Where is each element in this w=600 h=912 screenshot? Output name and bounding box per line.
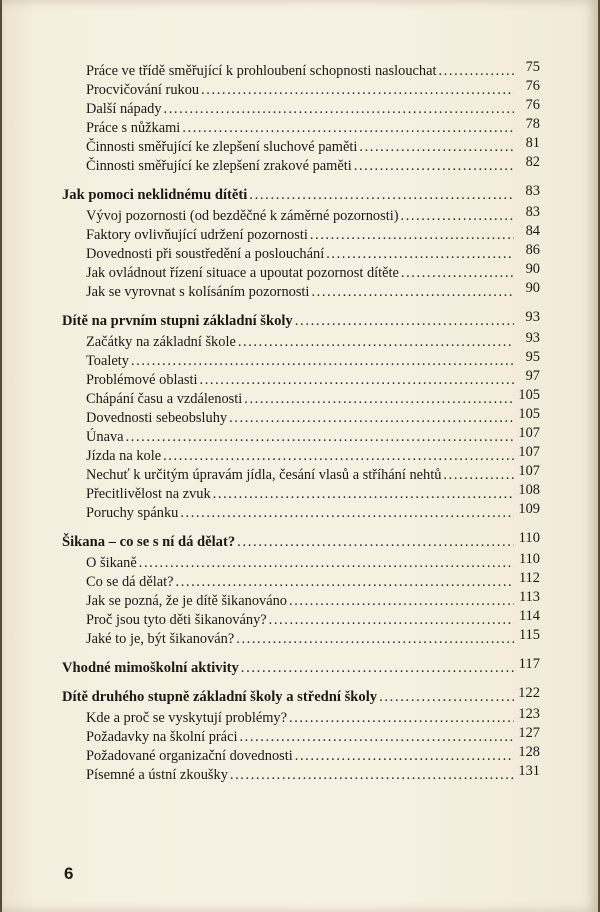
page-ref: 83 bbox=[525, 204, 540, 220]
entry-title: Jak ovládnout řízení situace a upoutat pozornost dítěte bbox=[86, 265, 399, 281]
section-title: Vhodné mimoškolní aktivity bbox=[62, 660, 239, 676]
page-ref: 84 bbox=[525, 223, 540, 239]
toc-entry bbox=[62, 154, 540, 176]
dot-leader bbox=[289, 709, 514, 728]
dot-leader bbox=[401, 264, 514, 283]
section-gap bbox=[62, 523, 540, 533]
section-title: Dítě druhého stupně základní školy a střední školy bbox=[62, 689, 378, 705]
page-ref: 127 bbox=[518, 725, 540, 741]
dot-leader bbox=[379, 688, 514, 707]
entry-title: Dovednosti při soustředění a poslouchání bbox=[86, 246, 325, 262]
entry-title: Únava bbox=[86, 429, 124, 445]
page-ref: 110 bbox=[518, 530, 540, 546]
entry-title: Proč jsou tyto děti šikanovány? bbox=[86, 612, 267, 628]
page-ref: 95 bbox=[525, 349, 540, 365]
page-ref: 83 bbox=[525, 183, 540, 199]
entry-title: Jaké to je, být šikanován? bbox=[86, 631, 235, 647]
entry-title: Problémové oblasti bbox=[86, 372, 198, 388]
page-ref: 123 bbox=[518, 706, 540, 722]
toc-entry bbox=[62, 116, 540, 138]
entry-title: Co se dá dělat? bbox=[86, 574, 174, 590]
page-ref: 93 bbox=[525, 330, 540, 346]
entry-title: Nechuť k určitým úpravám jídla, česání vlasů a stříhání nehtů bbox=[86, 467, 442, 483]
dot-leader bbox=[438, 62, 514, 81]
dot-leader bbox=[163, 447, 514, 466]
toc-section-entry bbox=[62, 685, 540, 707]
toc-entry bbox=[62, 463, 540, 485]
entry-title: Dovednosti sebeobsluhy bbox=[86, 410, 228, 426]
dot-leader bbox=[311, 283, 514, 302]
entry-title: Jak se vyrovnat s kolísáním pozornosti bbox=[86, 284, 310, 300]
dot-leader bbox=[295, 312, 514, 331]
toc-entry bbox=[62, 135, 540, 157]
section-title: Šikana – co se s ní dá dělat? bbox=[62, 534, 236, 550]
toc-entry bbox=[62, 501, 540, 523]
page-ref: 78 bbox=[525, 116, 540, 132]
page-ref: 93 bbox=[525, 309, 540, 325]
toc-entry bbox=[62, 425, 540, 447]
toc-section-entry bbox=[62, 530, 540, 552]
toc-entry bbox=[62, 608, 540, 630]
dot-leader bbox=[229, 409, 514, 428]
dot-leader bbox=[354, 157, 514, 176]
page-number: 6 bbox=[64, 864, 74, 883]
page-ref: 107 bbox=[518, 463, 540, 479]
entry-title: Jízda na kole bbox=[86, 448, 162, 464]
dot-leader bbox=[269, 611, 514, 630]
page-ref: 109 bbox=[518, 501, 540, 517]
toc-entry bbox=[62, 763, 540, 785]
toc-entry bbox=[62, 627, 540, 649]
toc-entry bbox=[62, 330, 540, 352]
entry-title: Přecitlivělost na zvuk bbox=[86, 486, 211, 502]
page-ref: 97 bbox=[525, 368, 540, 384]
dot-leader bbox=[182, 119, 514, 138]
dot-leader bbox=[310, 226, 514, 245]
toc-entry bbox=[62, 482, 540, 504]
page-ref: 81 bbox=[525, 135, 540, 151]
page-ref: 108 bbox=[518, 482, 540, 498]
page-ref: 115 bbox=[518, 627, 540, 643]
section-gap bbox=[62, 649, 540, 659]
page-ref: 128 bbox=[518, 744, 540, 760]
page-ref: 114 bbox=[518, 608, 540, 624]
toc-entry bbox=[62, 78, 540, 100]
page-ref: 107 bbox=[518, 444, 540, 460]
entry-title: Začátky na základní škole bbox=[86, 334, 236, 350]
dot-leader bbox=[249, 186, 514, 205]
dot-leader bbox=[230, 766, 514, 785]
toc-entry bbox=[62, 744, 540, 766]
section-gap bbox=[62, 176, 540, 186]
page-ref: 75 bbox=[525, 59, 540, 75]
entry-title: Práce s nůžkami bbox=[86, 120, 181, 136]
page-ref: 90 bbox=[525, 280, 540, 296]
entry-title: Požadované organizační dovednosti bbox=[86, 748, 293, 764]
page-ref: 113 bbox=[518, 589, 540, 605]
toc-entry bbox=[62, 280, 540, 302]
page-ref: 105 bbox=[518, 387, 540, 403]
toc-entry bbox=[62, 406, 540, 428]
dot-leader bbox=[295, 747, 514, 766]
dot-leader bbox=[200, 371, 514, 390]
entry-title: Toalety bbox=[86, 353, 129, 369]
dot-leader bbox=[126, 428, 514, 447]
dot-leader bbox=[236, 630, 514, 649]
toc-entry bbox=[62, 551, 540, 573]
dot-leader bbox=[443, 466, 514, 485]
toc-section-entry bbox=[62, 183, 540, 205]
entry-title: Vývoj pozornosti (od bezděčné k záměrné pozornosti) bbox=[86, 208, 399, 224]
page-ref: 76 bbox=[525, 78, 540, 94]
dot-leader bbox=[289, 592, 514, 611]
entry-title: Požadavky na školní práci bbox=[86, 729, 238, 745]
dot-leader bbox=[201, 81, 514, 100]
entry-title: Faktory ovlivňující udržení pozornosti bbox=[86, 227, 308, 243]
entry-title: O šikaně bbox=[86, 555, 137, 571]
dot-leader bbox=[139, 554, 514, 573]
page-ref: 122 bbox=[518, 685, 540, 701]
toc-entry bbox=[62, 59, 540, 81]
section-gap bbox=[62, 678, 540, 688]
toc-entry bbox=[62, 223, 540, 245]
dot-leader bbox=[238, 333, 514, 352]
toc-section-entry bbox=[62, 656, 540, 678]
toc-entry bbox=[62, 387, 540, 409]
toc-entry bbox=[62, 242, 540, 264]
dot-leader bbox=[237, 533, 514, 552]
page-ref: 90 bbox=[525, 261, 540, 277]
entry-title: Poruchy spánku bbox=[86, 505, 179, 521]
entry-title: Procvičování rukou bbox=[86, 82, 200, 98]
page-ref: 82 bbox=[525, 154, 540, 170]
toc-entry bbox=[62, 204, 540, 226]
entry-title: Práce ve třídě směřující k prohloubení schopnosti naslouchat bbox=[86, 63, 437, 79]
entry-title: Činnosti směřující ke zlepšení zrakové paměti bbox=[86, 158, 352, 174]
dot-leader bbox=[239, 728, 514, 747]
table-of-contents bbox=[62, 59, 540, 785]
page-ref: 112 bbox=[518, 570, 540, 586]
toc-section-entry bbox=[62, 309, 540, 331]
book-page bbox=[2, 0, 598, 912]
dot-leader bbox=[164, 100, 514, 119]
section-gap bbox=[62, 302, 540, 312]
entry-title: Další nápady bbox=[86, 101, 162, 117]
page-ref: 76 bbox=[525, 97, 540, 113]
dot-leader bbox=[401, 207, 515, 226]
toc-entry bbox=[62, 589, 540, 611]
entry-title: Kde a proč se vyskytují problémy? bbox=[86, 710, 288, 726]
page-ref: 86 bbox=[525, 242, 540, 258]
toc-entry bbox=[62, 349, 540, 371]
dot-leader bbox=[244, 390, 514, 409]
toc-entry bbox=[62, 706, 540, 728]
entry-title: Písemné a ústní zkoušky bbox=[86, 767, 228, 783]
page-ref: 117 bbox=[518, 656, 540, 672]
page-ref: 110 bbox=[518, 551, 540, 567]
section-title: Jak pomoci neklidnému dítěti bbox=[62, 187, 248, 203]
dot-leader bbox=[359, 138, 514, 157]
section-title: Dítě na prvním stupni základní školy bbox=[62, 313, 293, 329]
dot-leader bbox=[326, 245, 514, 264]
dot-leader bbox=[176, 573, 514, 592]
dot-leader bbox=[241, 659, 514, 678]
toc-entry bbox=[62, 261, 540, 283]
toc-entry bbox=[62, 444, 540, 466]
toc-entry bbox=[62, 725, 540, 747]
page-ref: 107 bbox=[518, 425, 540, 441]
entry-title: Chápání času a vzdálenosti bbox=[86, 391, 243, 407]
toc-entry bbox=[62, 570, 540, 592]
entry-title: Jak se pozná, že je dítě šikanováno bbox=[86, 593, 287, 609]
page-ref: 105 bbox=[518, 406, 540, 422]
toc-entry bbox=[62, 368, 540, 390]
dot-leader bbox=[131, 352, 514, 371]
dot-leader bbox=[213, 485, 514, 504]
toc-entry bbox=[62, 97, 540, 119]
entry-title: Činnosti směřující ke zlepšení sluchové paměti bbox=[86, 139, 358, 155]
dot-leader bbox=[180, 504, 514, 523]
page-ref: 131 bbox=[518, 763, 540, 779]
